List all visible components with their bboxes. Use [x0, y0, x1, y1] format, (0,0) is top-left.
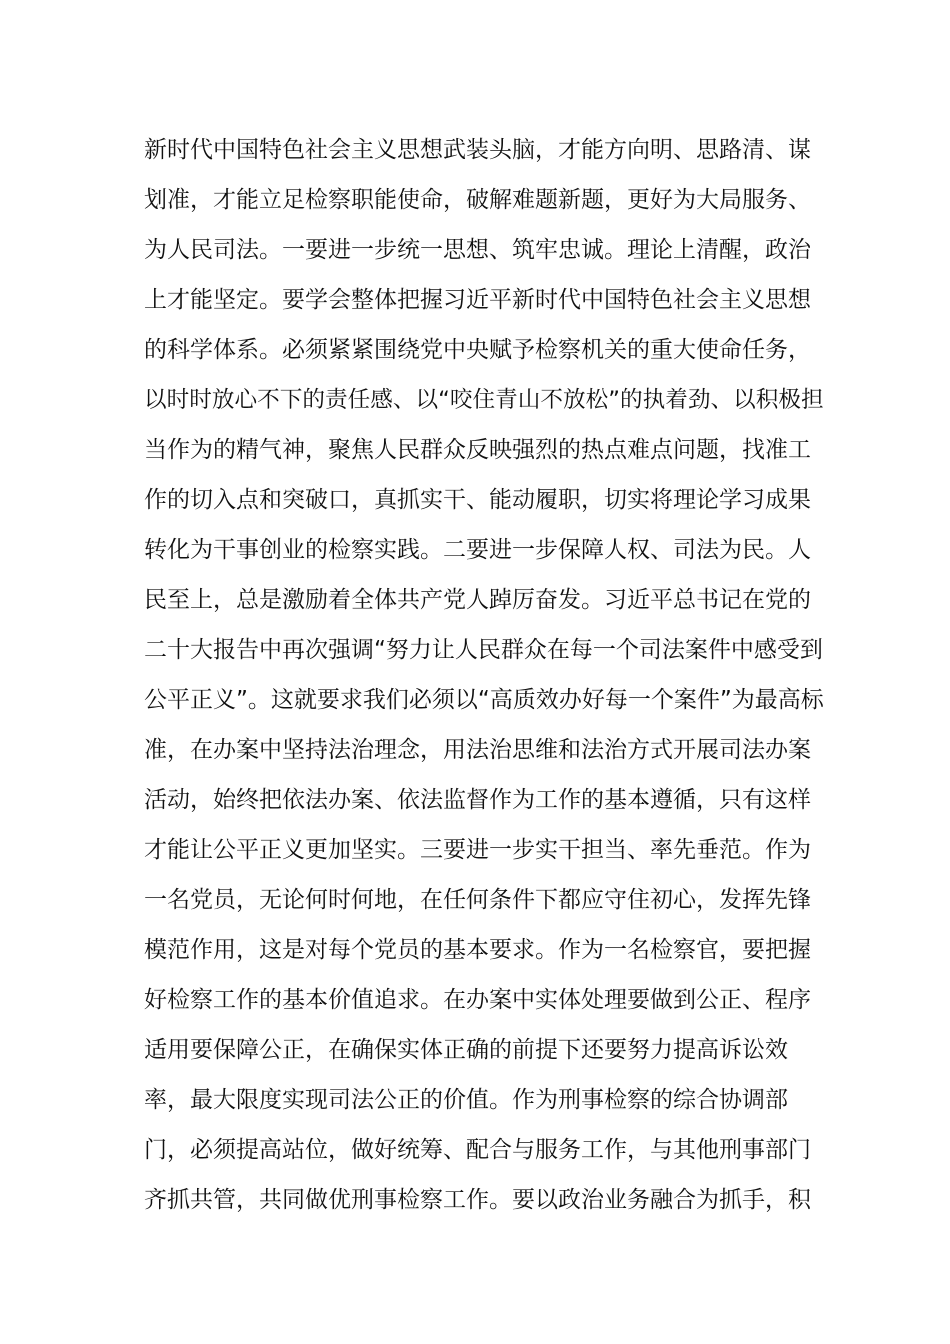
text-line: 当作为的精气神，聚焦人民群众反映强烈的热点难点问题，找准工 [144, 437, 811, 463]
text-line: 好检察工作的基本价值追求。在办案中实体处理要做到公正、程序 [144, 987, 811, 1013]
text-line: 公平正义”。这就要求我们必须以“高质效办好每一个案件”为最高标 [144, 687, 824, 713]
text-line: 模范作用，这是对每个党员的基本要求。作为一名检察官，要把握 [144, 937, 811, 963]
text-line: 齐抓共管，共同做优刑事检察工作。要以政治业务融合为抓手，积 [144, 1187, 811, 1213]
text-line: 为人民司法。一要进一步统一思想、筑牢忠诚。理论上清醒，政治 [144, 237, 811, 263]
text-line: 作的切入点和突破口，真抓实干、能动履职，切实将理论学习成果 [144, 487, 811, 513]
text-line: 门，必须提高站位，做好统筹、配合与服务工作，与其他刑事部门 [144, 1137, 811, 1163]
text-line: 一名党员，无论何时何地，在任何条件下都应守住初心，发挥先锋 [144, 887, 811, 913]
text-line: 的科学体系。必须紧紧围绕党中央赋予检察机关的重大使命任务， [144, 337, 811, 363]
text-line: 以时时放心不下的责任感、以“咬住青山不放松”的执着劲、以积极担 [144, 387, 824, 413]
text-line: 准，在办案中坚持法治理念，用法治思维和法治方式开展司法办案 [144, 737, 811, 763]
text-line: 率，最大限度实现司法公正的价值。作为刑事检察的综合协调部 [144, 1087, 788, 1113]
text-line: 二十大报告中再次强调“努力让人民群众在每一个司法案件中感受到 [144, 637, 823, 663]
text-line: 才能让公平正义更加坚实。三要进一步实干担当、率先垂范。作为 [144, 837, 811, 863]
text-line: 新时代中国特色社会主义思想武装头脑，才能方向明、思路清、谋 [144, 137, 811, 163]
text-line: 划准，才能立足检察职能使命，破解难题新题，更好为大局服务、 [144, 187, 811, 213]
text-line: 民至上，总是激励着全体共产党人踔厉奋发。习近平总书记在党的 [144, 587, 811, 613]
text-line: 适用要保障公正，在确保实体正确的前提下还要努力提高诉讼效 [144, 1037, 788, 1063]
text-line: 转化为干事创业的检察实践。二要进一步保障人权、司法为民。人 [144, 537, 811, 563]
body-text [144, 125, 824, 1225]
text-line: 活动，始终把依法办案、依法监督作为工作的基本遵循，只有这样 [144, 787, 811, 813]
text-line: 上才能坚定。要学会整体把握习近平新时代中国特色社会主义思想 [144, 287, 811, 313]
